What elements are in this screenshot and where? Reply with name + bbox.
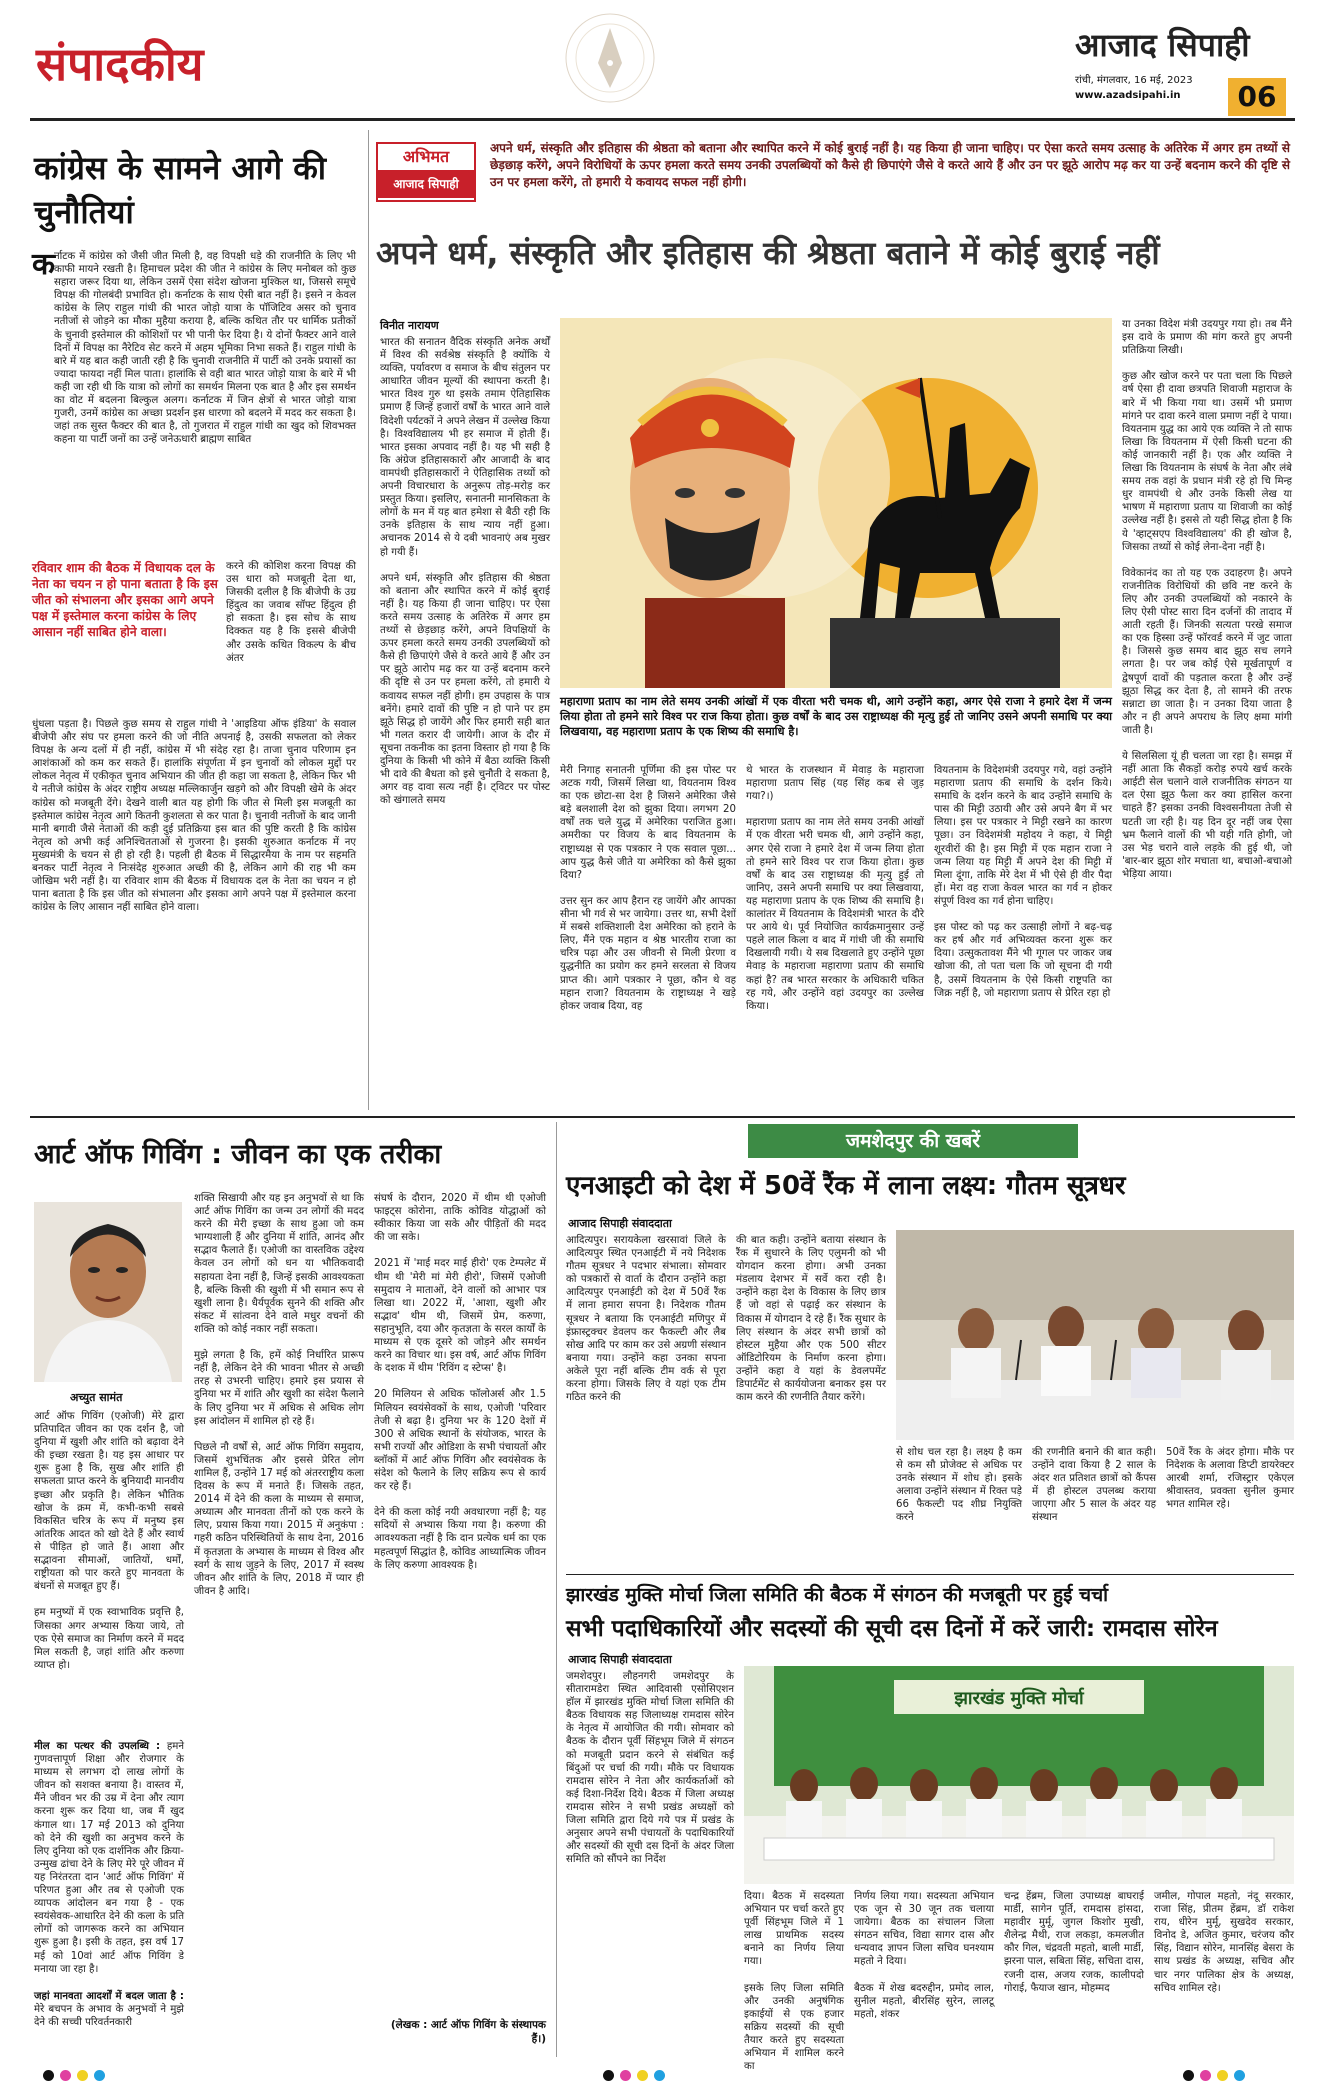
opinion-article (376, 128, 1294, 1113)
aog-col3: संघर्ष के दौरान, 2020 में थीम थी एओजी फाइट्स कोरोना, ताकि कोविड योद्धाओं को स्वीकार किया जा सके और पीड़ितों की मदद की जा सके। 2021 में 'माई मदर माई हीरो' एक टेम्पलेट में थीम थी 'मेरी मां मेरी हीरो', जिसमें एओजी समुदाय ने माताओं, देने वालों को आभार पत्र लिखा था। 2022 में, 'आशा, खुशी और सद्भाव' थीम थी, जिसमें प्रेम, करुणा, सहानुभूति, दया और कृतज्ञता के सरल कार्यों के माध्यम से एक दूसरे को जोड़ने और समर्थन करने का विचार था। इस वर्ष, आर्ट ऑफ गिविंग के दशक में थीम 'रिविंग द स्टेप्स' है। 20 मिलियन से अधिक फॉलोअर्स और 1.5 मिलियन स्वयंसेवकों के साथ, एओजी 'परिवार तेजी से बढ़ा है। दुनिया भर के 120 देशों में 300 से अधिक स्थानों के संयोजक, भारत के सभी राज्यों और ओडिशा के सभी पंचायतों और ब्लॉकों में आर्ट ऑफ गिविंग और स्वयंसेवक के संदेश को फैलाने के लिए सक्रिय रूप से कार्य कर रहे हैं। देने की कला कोई नयी अवधारणा नहीं है; यह सदियों से अभ्यास किया गया है। करुणा की आवश्यकता नहीं है कि दान प्रत्येक धर्म का एक महत्वपूर्ण सिद्धांत है, कोविड आध्यात्मिक जीवन के लिए करुणा आवश्यक है। (374, 1193, 546, 1571)
opinion-bottom-col-1: मेरी निगाह सनातनी पूर्णिमा की इस पोस्ट पर अटक गयी, जिसमें लिखा था, वियतनाम विश्व का एक छोटा-सा देश है जिसने अमेरिका जैसे बड़े बलशाली देश को झुका दिया। लगभग 20 वर्षों तक चले युद्ध में अमेरिका पराजित हुआ। अमरीका पर विजय के बाद वियतनाम के राष्ट्राध्यक्ष से एक पत्रकार ने एक सवाल पूछा... आप युद्ध कैसे जीते या अमेरिका को कैसे झुका दिया? उत्तर सुन कर आप हैरान रह जायेंगे और आपका सीना भी गर्व से भर जायेगा। उत्तर था, सभी देशों में सबसे शक्तिशाली देश अमेरिका को हराने के लिए, मैंने एक महान व श्रेष्ठ भारतीय राजा का चरित्र पढ़ा और उस जीवनी से मिली प्रेरणा व युद्धनीति का प्रयोग कर हमने सरलता से विजय प्राप्त की। आगे पत्रकार ने पूछा, कौन थे वह महान राजा? वियतनाम के राष्ट्राध्यक्ष ने खड़े होकर जवाब दिया, वह (560, 765, 736, 1012)
story2-headline1: झारखंड मुक्ति मोर्चा जिला समिति की बैठक में संगठन की मजबूती पर हुई चर्चा (566, 1584, 1109, 1606)
masthead (0, 0, 1325, 118)
art-of-giving-article (30, 1122, 550, 2057)
jamshedpur-banner-label: जमशेदपुर की खबरें (846, 1130, 980, 1152)
opinion-label (376, 142, 476, 202)
opinion-col1: भारत की सनातन वैदिक संस्कृति अनेक अर्थों में विश्व की सर्वश्रेष्ठ संस्कृति है क्योंकि ये व्यक्ति, पर्यावरण व समाज के बीच संतुलन पर आधारित जीवन मूल्यों की स्थापना करती है। भारत विश्व गुरु था इसके तमाम ऐतिहासिक प्रमाण हैं जिन्हें हजारों वर्षों के भारत आने वाले विदेशी पर्यटकों ने अपने लेखन में उल्लेख किया है। विश्वविद्यालय भी हर समाज में होती हैं। भारत इसका अपवाद नहीं है। यह भी सही है कि अंग्रेज इतिहासकारों और आजादी के बाद वामपंथी इतिहासकारों ने ऐतिहासिक तथ्यों को अपनी विचारधारा के अनुरूप तोड़-मरोड़ कर प्रस्तुत किया। इसलिए, सनातनी मानसिकता के लोगों के मन में यह बात हमेशा से बैठी रही कि उनके इतिहास के साथ न्याय नहीं हुआ। अचानक 2014 से ये दबी भावनाएं अब मुखर हो गयी हैं। अपने धर्म, संस्कृति और इतिहास की श्रेष्ठता को बताना और स्थापित करने में कोई बुराई नहीं है। यह किया ही जाना चाहिए। पर ऐसा करते समय उत्साह के अतिरेक में अगर हम तथ्यों से छेड़छाड़ करेंगे, अपने विपक्षियों के ऊपर हमला करते समय उनकी उपलब्धियों को कैसे ही छिपाएंगे जैसे वे करते आये हैं और उन पर झूठे आरोप मढ़ कर या उन्हें बदनाम करने की दृष्टि से उन पर हमला करेंगे, तो हमारी ये कवायद सफल नहीं होगी। हम उपहास के पात्र बनेंगे। हमारे दावों की पुष्टि न हो पाने पर हम झूठे सिद्ध हो जायेंगे और फिर हमारी सही बात भी गलत करार दी जायेगी। आज के दौर में सूचना तकनीक का इतना विस्तार हो गया है कि दुनिया के किसी भी कोने में बैठा व्यक्ति किसी भी दावे की बैधता को इसे चुनौती दे सकता है, अगर वह दावा सत्य नहीं है। ट्विटर पर पोस्ट को खंगालते समय (380, 337, 550, 807)
paper-name: आजाद सिपाही (1075, 26, 1250, 64)
editorial-body-top: र्नाटक में कांग्रेस को जैसी जीत मिली है, वह विपक्षी धड़े की राजनीति के लिए भी काफी मायने रखती है। हिमाचल प्रदेश की जीत ने कांग्रेस के लिए मनोबल को कुछ सहारा जरूर दिया था, लेकिन उसमें ऐसा संदेश खोजना मुश्किल था, जिससे समूचे विपक्ष की गोलबंदी प्रभावित हो। कर्नाटक के साथ ऐसी बात नहीं है। इसने न केवल कांग्रेस के लिए राहुल गांधी की भारत जोड़ो यात्रा के पॉजिटिव असर को चुनाव नतीजों से जोड़ने का मौका मुहैया कराया है, बल्कि कथित तौर पर धार्मिक प्रतीकों के चुनावी इस्तेमाल की कोशिशों पर भी पानी फेर दिया है। ये दोनों फैक्टर आने वाले दिनों में विपक्ष का नैरेटिव सेट करने में अहम भूमिका निभा सकते हैं। राहुल गांधी के बारे में यह बात कही जाती रही है कि चुनावी राजनीति में पार्टी को उनके प्रयासों का ज्यादा फायदा नहीं मिल पाता। हालांकि से वही बात भारत जोड़ो यात्रा के बारे में भी कही जा रही थी कि यात्रा को लोगों का समर्थन मिलना एक बात है और इस समर्थन का वोट में बदलना बिल्कुल अलग। कर्नाटक में जिन क्षेत्रों से भारत जोड़ो यात्रा गुजरी, उनमें कांग्रेस का अच्छा प्रदर्शन इस धारणा को बदलने में मदद कर सकता है। जहां तक सुस्त फैक्टर की बात है, तो गुजरात में राहुल गांधी का खुद को शिवभक्त कहना या पार्टी जनों का उन्हें जनेऊधारी ब्राह्मण साबित (54, 251, 356, 446)
story2-headline2: सभी पदाधिकारियों और सदस्यों की सूची दस दिनों में करें जारी: रामदास सोरेन (566, 1616, 1218, 1642)
aog-col1-milestone (34, 1740, 184, 1990)
pen-nib-logo (560, 8, 660, 108)
section-title: संपादकीय (36, 37, 204, 91)
story2-col4: चन्द्र हेंब्रम, जिला उपाध्यक्ष बाघराई मार्डी, सागेन पूर्ति, रामदास हांसदा, महावीर मुर्मू, जुगल किशोर मुखी, शैलेन्द्र मैथी, राज लकड़ा, कमलजीत कौर गिल, चंद्रवती महतो, बाली मार्डी, झरना पाल, सबिता सिंह, सचिता दास, रजनी दास, अजय रजक, कालीपदो गोराई, फैयाज खान, मोहम्मद (1004, 1891, 1144, 1994)
story-divider (566, 1574, 1294, 1575)
story2-col1: जमशेदपुर। लौहनगरी जमशेदपुर के सीतारामडेरा स्थित आदिवासी एसोसिएशन हॉल में झारखंड मुक्ति मोर्चा जिला समिति की बैठक विधायक सह जिलाध्यक्ष रामदास सोरेन के नेतृत्व में आयोजित की गयी। सोमवार को बैठक के दौरान पूर्वी सिंहभूम जिले में संगठन को मजबूती प्रदान करने से संबंधित कई बिंदुओं पर चर्चा की गयी। मौके पर विधायक रामदास सोरेन ने नेता और कार्यकर्ताओं को कई दिशा-निर्देश दिये। बैठक में जिला अध्यक्ष रामदास सोरेन ने सभी प्रखंड अध्यक्षों को जिला समिति द्वारा दिये गये पत्र में प्रखंड के अनुसार अपने सभी पंचायतों के पदाधिकारियों और सदस्यों की सूची दस दिनों के अंदर जिला समिति को सौंपने का निर्देश (566, 1671, 734, 1866)
date-line: रांची, मंगलवार, 16 मई, 2023 (1075, 75, 1193, 86)
opinion-intro: अपने धर्म, संस्कृति और इतिहास की श्रेष्ठता को बताना और स्थापित करने में कोई बुराई नहीं है। यह किया ही जाना चाहिए। पर ऐसा करते समय उत्साह के अतिरेक में अगर हम तथ्यों से छेड़छाड़ करेंगे, अपने विरोधियों के ऊपर हमला करते समय उनकी उपलब्धियों को कैसे ही छिपाएंगे जैसे वे करते आये हैं और उन पर झूठे आरोप मढ़ कर या उन्हें बदनाम करने की दृष्टि से उन पर हमला करेंगे, तो हमारी ये कवायद सफल नहीं होगी। (490, 141, 1290, 189)
jamshedpur-banner (748, 1124, 1078, 1158)
editorial-body-bottom: धुंधला पड़ता है। पिछले कुछ समय से राहुल गांधी ने 'आइडिया ऑफ इंडिया' के सवाल बीजेपी और संघ पर हमला करने की जो नीति अपनाई है, उसकी सफलता को लेकर विपक्ष के अन्य दलों में ही नहीं, कांग्रेस में भी संदेह रहा है। ताजा चुनाव परिणाम इन आशंकाओं को कम कर सकते हैं। हालांकि संपूर्णता में इन चुनावों को लोकल मुद्दों पर लोकल नेतृत्व में एकीकृत चुनाव अभियान की जीत ही कहा जा सकता है, लेकिन फिर भी ये नतीजे कांग्रेस के अंदर राष्ट्रीय अध्यक्ष मल्लिकार्जुन खड़गे को और विपक्षी खेमे के अंदर कांग्रेस को मजबूती देंगे। देखने वाली बात यह होगी कि जीत से मिली इस मजबूती का इस्तेमाल कांग्रेस नेतृत्व आगे कितनी कुशलता से कर पाता है। चुनावी नतीजों के बाद जानी मानी बगावी जैसे नेताओं की कड़ी दुई प्रतिक्रिया इस बात की पुष्टि करती है कि कांग्रेस नेतृत्व को अभी कई अनिश्चितताओं से गुजरना है। इसकी शुरुआत कर्नाटक में नए मुख्यमंत्री के चयन से ही हो रही है। पहली ही बैठक में सिद्धारमैया के नाम पर सहमति बनकर पार्टी नेतृत्व ने निःसंदेह शुरुआत अच्छी की है, लेकिन आगे की राह भी कम जोखिम भरी नहीं है। या रविवार शाम की बैठक में विधायक दल के नेता का चयन न हो पाना बताता है कि इस जीत को संभालना और इसका आगे अपने पक्ष में इस्तेमाल करना कांग्रेस के लिए आसान नहीं साबित होने वाला। (32, 719, 356, 914)
aog-col1-ideals (34, 1990, 184, 2054)
aog-col2: शक्ति सिखायी और यह इन अनुभवों से था कि आर्ट ऑफ गिविंग का जन्म उन लोगों की मदद करने की मेरी इच्छा के साथ हुआ जो कम भाग्यशाली हैं और दुनिया में शांति, आनंद और सद्भाव फैलाते हैं। एओजी का वास्तविक उद्देश्य केवल उन लोगों को धन या भौतिकवादी सहायता देना नहीं है, जिन्हें इसकी आवश्यकता है, बल्कि किसी की खुशी में भी समान रूप से खुशी लाना है। धैर्यपूर्वक सुनने की शक्ति और संकट में सांत्वना देने वाले मधुर वचनों की शक्ति को कोई नकार नहीं सकता। मुझे लगता है कि, हमें कोई निर्धारित प्रारूप नहीं है, लेकिन देने की भावना भीतर से अच्छी तरह से उभरनी चाहिए। हमारे इस प्रयास से दुनिया भर में शांति और खुशी का संदेश फैलाने के लिए दुनिया भर में अधिक से अधिक लोग इस आंदोलन में शामिल हो रहे हैं। पिछले नौ वर्षों से, आर्ट ऑफ गिविंग समुदाय, जिसमें शुभचिंतक और इससे प्रेरित लोग शामिल हैं, उन्होंने 17 मई को अंतरराष्ट्रीय कला दिवस के रूप में मनाते हैं। जिसके तहत, 2014 में देने की कला के माध्यम से समाज, अध्यात्म और मानवता तीनों को एक करने के लिए, प्रयास किया गया। 2015 में अनुकंपा : गहरी कठिन परिस्थितियों के साथ देना, 2016 में कृतज्ञता के अभ्यास के माध्यम से विश्व और स्वर्ग के साथ जुड़ने के लिए, 2017 में स्वस्थ जीवन और शांति के लिए, 2018 में प्यार ही जीवन है आदि। (194, 1193, 364, 1597)
aog-subhead-milestone: मील का पत्थर की उपलब्धि : (34, 1741, 161, 1752)
aog-author: अच्युत सामंत (70, 1391, 123, 1404)
opinion-label-bottom: आजाद सिपाही (378, 170, 474, 198)
section-rule (30, 1116, 1295, 1118)
jmm-meeting-photo (744, 1666, 1294, 1884)
opinion-bottom-col-3: वियतनाम के विदेशमंत्री उदयपुर गये, वहां उन्होंने महाराणा प्रताप की समाधि के दर्शन किये। समाधि के दर्शन करने के बाद उन्होंने समाधि के पास की मिट्टी उठायी और उसे अपने बैग में भर लिया। इस पर पत्रकार ने मिट्टी रखने का कारण पूछा। उन विदेशमंत्री महोदय ने कहा, ये मिट्टी शूरवीरों की है। इस मिट्टी में एक महान राजा ने जन्म लिया यह मिट्टी मैं अपने देश की मिट्टी में मिला दूंगा, ताकि मेरे देश में भी ऐसे ही वीर पैदा हों। मेरा वह राजा केवल भारत का गर्व न होकर संपूर्ण विश्व का गर्व होना चाहिए। इस पोस्ट को पढ़ कर उत्साही लोगों ने बढ़-चढ़ कर हर्ष और गर्व अभिव्यक्त करना शुरू कर दिया। उत्सुकतावश मैंने भी गूगल पर जाकर जब खोजा की, तो पता चला कि जो सूचना दी गयी है, उसमें वियतनाम के ऐसे किसी राष्ट्रपति का जिक्र नहीं है, जो महाराणा प्रताप से प्रेरित रहा हो (934, 765, 1112, 999)
opinion-label-top: अभिमत (402, 147, 450, 166)
story1-col4: की रणनीति बनाने की बात कही। उन्होंने दावा किया है 2 साल के अंदर शत प्रतिशत छात्रों को कैंपस में ही होस्टल उपलब्ध कराया जाएगा और 5 साल के अंदर यह संस्थान (1032, 1447, 1156, 1524)
story1-headline: एनआइटी को देश में 50वें रैंक में लाना लक्ष्य: गौतम सूत्रधर (566, 1171, 1126, 1201)
aog-title: आर्ट ऑफ गिविंग : जीवन का एक तरीका (34, 1139, 442, 1170)
editorial-title: कांग्रेस के सामने आगे की चुनौतियां (34, 149, 327, 231)
jamshedpur-section (562, 1122, 1295, 2073)
aog-milestone-text: हमने गुणवत्तापूर्ण शिक्षा और रोजगार के माध्यम से लगभग दो लाख लोगों के जीवन को सशक्त बनाया है। वास्तव में, मैंने जीवन भर की उम्र में देना और त्याग करना शुरू कर दिया था, जब मैं खुद कंगाल था। 17 मई 2013 को दुनिया को देने की खुशी का अनुभव करने के लिए दुनिया को एक दार्शनिक और क्रिया-उन्मुख ढांचा देने के लिए मेरे पूरे जीवन में यह निरंतरता दान 'आर्ट ऑफ गिविंग' में परिणत हुआ और तब से एओजी एक व्यापक आंदोलन बन गया है - एक स्वयंसेवक-आधारित देने की कला के प्रति लोगों को जागरूक करने का अभियान शुरू हुआ है। इसी के तहत, इस वर्ष 17 मई को 10वां आर्ट ऑफ गिविंग डे मनाया जा रहा है। (34, 1741, 184, 1975)
maharana-pratap-illustration (560, 318, 1112, 688)
story2-col2: दिया। बैठक में सदस्यता अभियान पर चर्चा करते हुए पूर्वी सिंहभूम जिले में 1 लाख प्राथमिक सदस्य बनाने का निर्णय लिया गया। इसके लिए जिला समिति और उनकी अनुषंगिक इकाईयों से एक हजार सक्रिय सदस्यों की सूची तैयार करते हुए सदस्यता अभियान में शामिल करने का (744, 1891, 844, 2073)
page-number: 06 (1228, 78, 1286, 116)
nit-meeting-photo (896, 1230, 1294, 1440)
aog-signoff: (लेखक : आर्ट ऑफ गिविंग के संस्थापक हैं।) (390, 2019, 546, 2045)
author-portrait (34, 1202, 182, 1382)
story1-col5: 50वें रैंक के अंदर होगा। मौके पर निदेशक के अलावा डिप्टी डायरेक्टर आरबी शर्मा, रजिस्ट्रार एकेएल श्रीवास्तव, प्रवक्ता सुनील कुमार भगत शामिल रहे। (1166, 1447, 1294, 1511)
opinion-right-col: या उनका विदेश मंत्री उदयपुर गया हो। तब मैंने इस दावे के प्रमाण की मांग करते हुए अपनी प्रतिक्रिया लिखी। कुछ और खोज करने पर पता चला कि पिछले वर्ष ऐसा ही दावा छत्रपति शिवाजी महाराज के बारे में भी किया गया था। उसमें भी प्रमाण मांगने पर दावा करने वाला प्रमाण नहीं दे पाया। वियतनाम युद्ध का आये एक व्यक्ति ने तो साफ लिखा कि वियतनाम में ऐसी किसी घटना की कोई जानकारी नहीं है। एक और व्यक्ति ने लिखा कि वियतनाम के संघर्ष के नेता और लंबे समय तक वहां के प्रधान मंत्री रहे हो चि मिन्ह धुर वामपंथी थे और उनके किसी लेख या भाषण में महाराणा प्रताप या शिवाजी का कोई उल्लेख नहीं है। इससे तो यही सिद्ध होता है कि ये 'व्हाट्सएप विश्वविद्यालय' की ही खोज है, जिसका तथ्यों से कोई लेना-देना नहीं है। विवेकानंद का तो यह एक उदाहरण है। अपने राजनीतिक विरोधियों की छवि नष्ट करने के लिए और उनकी उपलब्धियों को नकारने के लिए ऐसी पोस्ट सारा दिन दर्जनों की तादाद में आती रहती हैं। जिनकी सत्यता परखे समाज का एक हिस्सा उन्हें फॉरवर्ड करने में जुट जाता है। जिससे कुछ समय बाद झूठ सच लगने लगता है। पर जब कोई ऐसे मूर्खतापूर्ण व द्वेषपूर्ण दावों की पड़ताल करता है और उन्हें झूठा सिद्ध कर देता है, तो सामने की तरफ सन्नाटा छा जाता है। न उनका दिया जाता है और न ही अपने अपराध के लिए क्षमा मांगी जाती है। ये सिलसिला यूं ही चलता जा रहा है। समझ में नहीं आता कि सैकड़ों करोड़ रुपये खर्च करके आईटी सेल चलाने वाले राजनीतिक संगठन या दल ऐसा झूठ फैला कर क्या हासिल करना चाहते हैं? इसका उनकी विश्वसनीयता तेजी से घटती जा रही है। यह दिन दूर नहीं जब ऐसा भ्रम फैलाने वालों की भी यही गति होगी, जो उस भेड़ चराने वाले लड़के की हुई थी, जो 'बार-बार झूठा शोर मचाता था, बचाओ-बचाओ भेड़िया आया। (1122, 319, 1292, 880)
column-divider-2 (556, 1122, 557, 2057)
jmm-banner-text: झारखंड मुक्ति मोर्चा (954, 1688, 1084, 1709)
aog-subhead-ideals: जहां मानवता आदर्शों में बदल जाता है : (34, 1991, 184, 2002)
photo-caption: महाराणा प्रताप का नाम लेते समय उनकी आंखों में एक वीरता भरी चमक थी, आगे उन्होंने कहा, अगर ऐसे राजा ने हमारे देश में जन्म लिया होता तो हमने सारे विश्व पर राज किया होता। कुछ वर्षों के बाद उस राष्ट्राध्यक्ष की मृत्यु हुई तो जानिए उसने अपनी समाधि पर क्या लिखवाया, वह महाराणा प्रताप के एक शिष्य की समाधि है। (560, 695, 1112, 738)
header-rule (30, 118, 1295, 121)
registration-dots-left (40, 2066, 108, 2085)
story2-col3: निर्णय लिया गया। सदस्यता अभियान एक जून से 30 जून तक चलाया जायेगा। बैठक का संचालन जिला संगठन सचिव, विद्या सागर दास और धन्यवाद ज्ञापन जिला सचिव घनश्याम महतो ने दिया। बैठक में शेख बदरुद्दीन, प्रमोद लाल, सुनील महतो, बीरसिंह सुरेन, लालटू महतो, शंकर (854, 1891, 994, 2020)
story1-byline: आजाद सिपाही संवाददाता (568, 1217, 672, 1230)
column-divider (368, 130, 369, 1110)
story2-col5: जमील, गोपाल महतो, नंदू सरकार, राजा सिंह, प्रीतम हेंब्रम, डॉ राकेश राय, धीरेन मुर्मू, सुखदेव सरकार, विनोद डे, अजित कुमार, चरंजय कौर सिंह, विद्यान सोरेन, मानसिंह बेसरा के साथ प्रखंड के अध्यक्ष, सचिव और चार नगर पालिका क्षेत्र के अध्यक्ष, सचिव शामिल रहे। (1154, 1891, 1294, 1994)
print-registration-marks (40, 2062, 1290, 2082)
opinion-bottom-col-2: थे भारत के राजस्थान में मेवाड़ के महाराजा महाराणा प्रताप सिंह (यह सिंह कब से जुड़ गया?।) महाराणा प्रताप का नाम लेते समय उनकी आंखों में एक वीरता भरी चमक थी, आगे उन्होंने कहा, अगर ऐसे राजा ने हमारे देश में जन्म लिया होता तो हमने सारे विश्व पर राज किया होता। कुछ वर्षों के बाद उस राष्ट्राध्यक्ष की मृत्यु हुई तो जानिए, उसने अपनी समाधि पर क्या लिखवाया, यह महाराणा प्रताप के एक शिष्य की समाधि है। कालांतर में वियतनाम के विदेशमंत्री भारत के दौरे पर आये थे। पूर्व नियोजित कार्यक्रमानुसार उन्हें पहले लाल किला व बाद में गांधी जी की समाधि दिखलायी गयी। ये सब दिखलाते हुए उन्होंने पूछा मेवाड़ के महाराजा महाराणा प्रताप की समाधि कहां है? तब भारत सरकार के अधिकारी चकित रह गये, और उन्होंने वहां उदयपुर का उल्लेख किया। (746, 765, 924, 1012)
registration-dots-right (1180, 2066, 1248, 2085)
story1-col1: आदित्यपुर। सरायकेला खरसावां जिले के आदित्यपुर स्थित एनआईटी में नये निदेशक गौतम सूत्रधर ने पदभार संभाला। सोमवार को पत्रकारों से वार्ता के दौरान उन्होंने कहा आदित्यपुर एनआईटी को देश में 50वें रैंक में लाना हमारा सपना है। निदेशक गौतम सूत्रधर ने बताया कि एनआईटी मणिपुर में इंफ्रास्ट्रक्चर डेवलप कर फैकल्टी और लैब सोख आदि पर काम कर उसे अग्रणी संस्थान बनाया गया। उन्होंने कहा उनका सपना अकेले पूरा नहीं बल्कि टीम वर्क से पूरा करना होगा। जिसके लिए वे यहां एक टीम गठित करने की (566, 1235, 726, 1404)
opinion-author: विनीत नारायण (380, 319, 439, 332)
website: www.azadsipahi.in (1075, 90, 1181, 101)
drop-cap: क (32, 247, 56, 282)
story1-col3: से शोध चल रहा है। लक्ष्य है कम से कम सौ प्रोजेक्ट से अधिक पर उनके संस्थान में शोध हो। इसके अलावा उन्होंने संस्थान में रिक्त पड़े 66 फैकल्टी पद शीघ्र नियुक्ति करने (896, 1447, 1022, 1524)
story2-byline: आजाद सिपाही संवाददाता (568, 1653, 672, 1666)
editorial-pull-quote: रविवार शाम की बैठक में विधायक दल के नेता का चयन न हो पाना बताता है कि इस जीत को संभालना और इसका आगे अपने पक्ष में इस्तेमाल करना कांग्रेस के लिए आसान नहीं साबित होने वाला। (32, 561, 218, 639)
aog-col1: आर्ट ऑफ गिविंग (एओजी) मेरे द्वारा प्रतिपादित जीवन का एक दर्शन है, जो दुनिया में खुशी और शांति को बढ़ावा देने की इच्छा रखता है। यह इस आधार पर शुरू हुआ है कि, सुख और शांति ही सफलता प्राप्त करने के बुनियादी मानवीय इच्छा और प्रकृति है। लेकिन भौतिक खोज के क्रम में, कभी-कभी सबसे विकसित चरित्र के रूप में मनुष्य इस आंतरिक आदत को खो देते हैं और स्वार्थ से पीड़ित हो जाते हैं। आशा और सद्भावना सीमाओं, जातियों, धर्मों, राष्ट्रीयता को पार करते हुए मानवता के बंधनों से मजबूत हुए हैं। हम मनुष्यों में एक स्वाभाविक प्रवृत्ति है, जिसका अगर अभ्यास किया जाये, तो एक ऐसे समाज का निर्माण करने में मदद मिल सकती है, जहां शांति और करुणा व्याप्त हो। (34, 1411, 184, 1671)
editorial-body-side: करने की कोशिश करना विपक्ष की उस धारा को मजबूती देता था, जिसकी दलील है कि बीजेपी के उग्र हिंदुत्व का जवाब सॉफ्ट हिंदुत्व ही हो सकता है। इस सोच के साथ दिक्कत यह है कि इससे बीजेपी और उसके कथित विकल्प के बीच अंतर (226, 561, 356, 664)
opinion-headline: अपने धर्म, संस्कृति और इतिहास की श्रेष्ठता बताने में कोई बुराई नहीं (376, 234, 1160, 272)
aog-ideals-text: मेरे बचपन के अभाव के अनुभवों ने मुझे देने की सच्ची परिवर्तनकारी (34, 2004, 184, 2029)
story1-col2: की बात कही। उन्होंने बताया संस्थान के रैंक में सुधारने के लिए एलुमनी को भी योगदान करना होगा। अभी उनका मंडलाय देशभर में सर्वे करा रही है। उन्होंने कहा देश के विकास के लिए छात्र हैं जो वहां से पढ़ाई कर संस्थान के विकास में योगदान दे रहे हैं। रैंक सुधार के लिए संस्थान के अंदर सभी छात्रों को होस्टल मुहैया और एक 500 सीटर ऑडिटोरियम के निर्माण करना होगा। उन्होंने कहा वे यहां के डेवलपमेंट डिपार्टमेंट से कार्ययोजना बनाकर इस पर काम करने की रणनीति तैयार करेंगे। (736, 1235, 886, 1404)
registration-dots-center (600, 2066, 668, 2085)
editorial-article (30, 130, 360, 1110)
